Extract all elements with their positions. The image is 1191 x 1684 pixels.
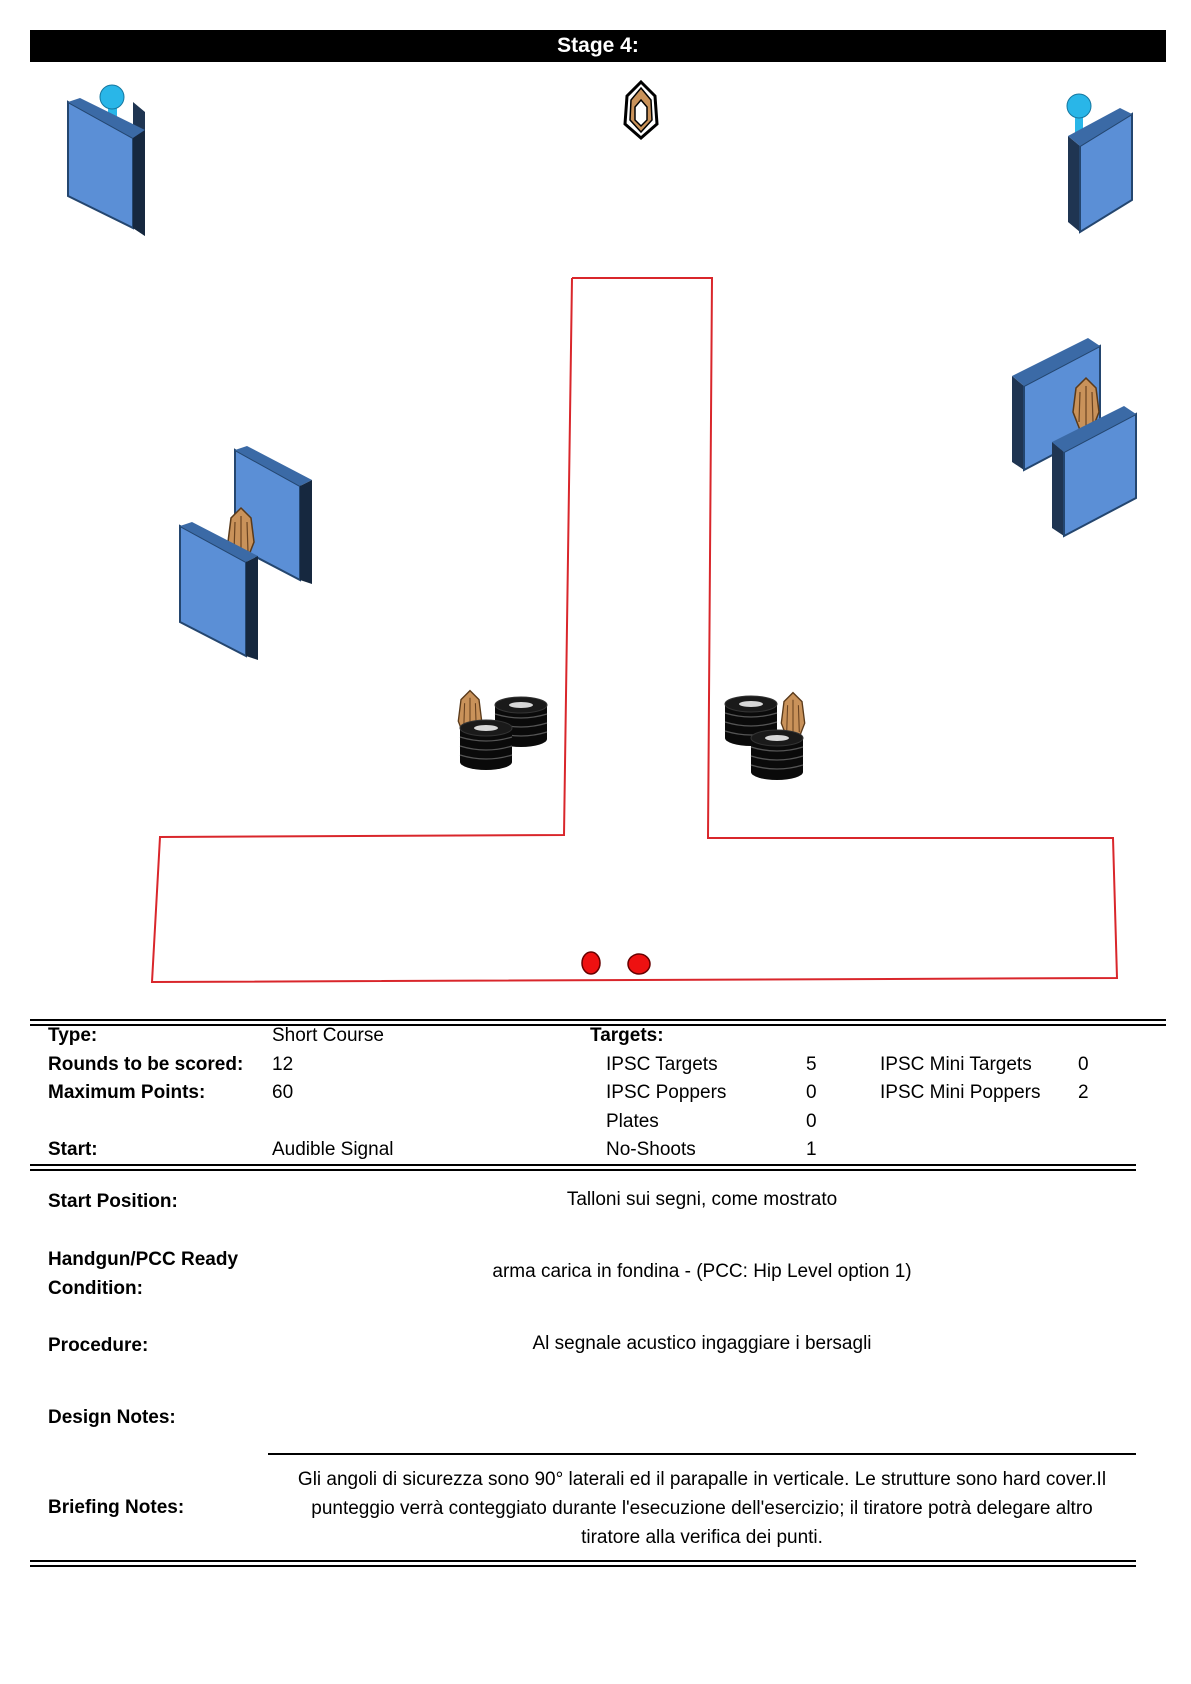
briefing-notes-line3: tiratore alla verifica dei punti.	[581, 1527, 823, 1548]
rounds-label: Rounds to be scored:	[48, 1054, 244, 1075]
fault-line	[152, 278, 1117, 982]
design-notes-label: Design Notes:	[48, 1407, 176, 1428]
max-points-value: 60	[272, 1082, 294, 1103]
briefing-top-rule	[268, 1453, 1136, 1455]
target-count-mini-poppers: 2	[1078, 1082, 1089, 1103]
target-count-ipsc: 5	[806, 1054, 817, 1075]
start-marker-left	[582, 952, 600, 974]
stats-bottom-rule	[30, 1164, 1136, 1166]
briefing-notes-line2: punteggio verrà conteggiato durante l'esecuzione dell'esercizio; il tiratore potrà delegare altro	[311, 1498, 1093, 1519]
briefing-bottom-rule	[30, 1560, 1136, 1562]
target-count-no-shoots: 1	[806, 1139, 817, 1160]
stage-title: Stage 4:	[557, 34, 639, 57]
target-count-poppers: 0	[806, 1082, 817, 1103]
start-label: Start:	[48, 1139, 98, 1160]
briefing-notes-label: Briefing Notes:	[48, 1497, 185, 1518]
procedure-value: Al segnale acustico ingaggiare i bersagli	[532, 1333, 872, 1354]
no-shoot-target-top	[625, 82, 657, 138]
start-value: Audible Signal	[272, 1139, 394, 1160]
ready-condition-label-line2: Condition:	[48, 1278, 143, 1299]
target-name-mini-ipsc: IPSC Mini Targets	[880, 1054, 1032, 1075]
type-value: Short Course	[272, 1025, 384, 1046]
type-label: Type:	[48, 1025, 98, 1046]
ready-condition-value: arma carica in fondina - (PCC: Hip Level option 1)	[492, 1261, 912, 1282]
target-name-poppers: IPSC Poppers	[606, 1082, 727, 1103]
max-points-label: Maximum Points:	[48, 1082, 206, 1103]
procedure-label: Procedure:	[48, 1335, 149, 1356]
ready-condition-label-line1: Handgun/PCC Ready	[48, 1249, 239, 1270]
target-count-mini-ipsc: 0	[1078, 1054, 1089, 1075]
rounds-value: 12	[272, 1054, 294, 1075]
target-name-ipsc: IPSC Targets	[606, 1054, 718, 1075]
target-name-plates: Plates	[606, 1111, 659, 1132]
target-count-plates: 0	[806, 1111, 817, 1132]
barrel-stack-left-front	[460, 720, 512, 770]
target-name-no-shoots: No-Shoots	[606, 1139, 696, 1160]
wall-top-left	[68, 98, 145, 236]
barrel-stack-right-front	[751, 730, 803, 780]
target-name-mini-poppers: IPSC Mini Poppers	[880, 1082, 1041, 1103]
briefing-notes-line1: Gli angoli di sicurezza sono 90° laterali ed il parapalle in verticale. Le strutture sono hard cover.Il	[297, 1469, 1107, 1490]
stats-top-rule	[30, 1019, 1166, 1021]
targets-label: Targets:	[590, 1025, 664, 1046]
start-position-label: Start Position:	[48, 1191, 178, 1212]
start-position-value: Talloni sui segni, come mostrato	[566, 1189, 838, 1210]
start-marker-right	[628, 954, 650, 974]
